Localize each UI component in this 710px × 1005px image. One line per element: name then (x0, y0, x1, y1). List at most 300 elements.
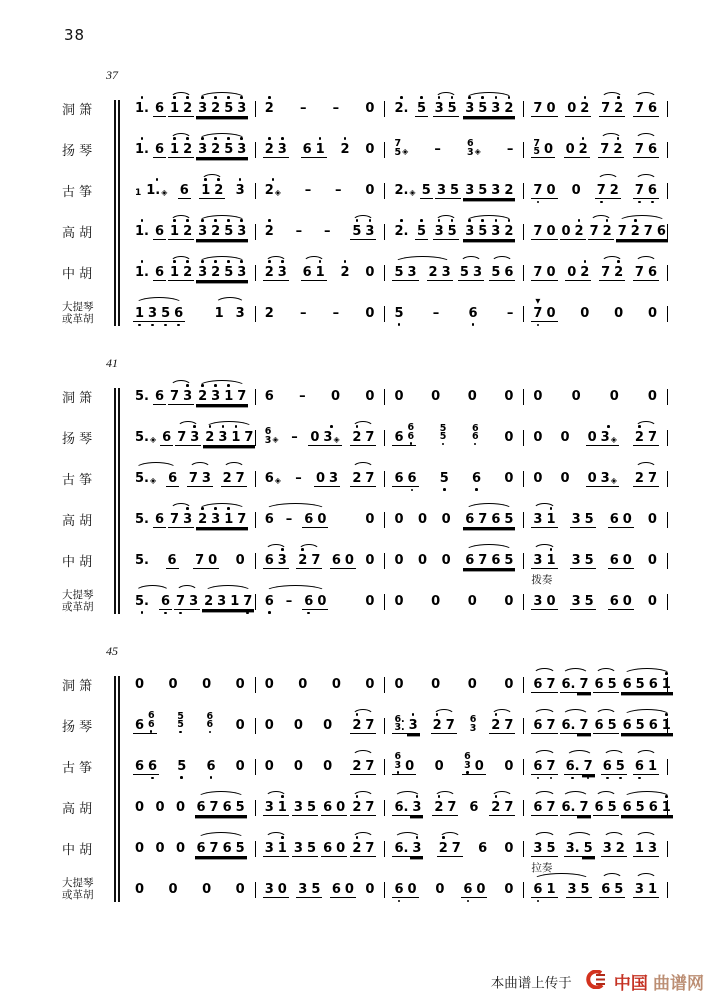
octave-dot (281, 795, 284, 798)
note-number: 0 (431, 677, 441, 692)
note-number: 6 (656, 223, 666, 239)
note (297, 381, 308, 412)
note-number: 3 (436, 182, 446, 198)
note-number: 7 (447, 799, 457, 815)
note-number: 5 (439, 471, 449, 486)
measure (126, 422, 255, 454)
note-group (502, 874, 515, 905)
note (292, 833, 305, 865)
note-number: 6 (533, 717, 543, 733)
note (489, 257, 502, 289)
note-group (433, 874, 446, 905)
measure (126, 298, 255, 330)
note-group (174, 792, 187, 823)
note (293, 463, 304, 494)
barline (667, 841, 668, 857)
note-number: 0 (235, 882, 245, 897)
note (363, 710, 376, 742)
octave-dot (606, 219, 609, 222)
octave-dot-above (617, 93, 620, 99)
note-group (363, 874, 376, 905)
note-body (168, 140, 181, 158)
note (331, 93, 342, 124)
note (466, 669, 479, 700)
note-body (144, 181, 169, 198)
note-group (467, 298, 480, 329)
note (209, 216, 222, 248)
note-number: 5. (135, 594, 149, 609)
octave-dot-above (209, 422, 212, 428)
note (467, 792, 480, 823)
note-body (621, 798, 634, 816)
note-number: 0 (647, 594, 657, 609)
note-body (321, 798, 334, 816)
note-body (234, 551, 247, 568)
note-group (204, 751, 217, 782)
note-group (263, 216, 276, 247)
note (133, 134, 151, 165)
note-number: 6 (468, 306, 478, 321)
note (438, 463, 451, 494)
note-number: 3 (491, 100, 501, 116)
instrument-row (62, 573, 668, 622)
note (263, 422, 281, 453)
octave-dot (411, 489, 414, 492)
measure (126, 792, 255, 824)
note (221, 792, 234, 824)
note-body (531, 304, 544, 322)
octave-dot (356, 713, 359, 716)
note-group (392, 669, 405, 700)
octave-dot (472, 323, 475, 326)
note-number: 7 (235, 470, 245, 486)
note-group (564, 134, 590, 166)
octave-dot-below (467, 898, 470, 906)
note (153, 216, 166, 248)
note-group (463, 216, 515, 248)
note (234, 669, 247, 700)
octave-dot-above (508, 93, 511, 99)
note-body (476, 99, 489, 117)
note-body (200, 469, 213, 487)
note-number: 1 (230, 593, 240, 609)
note-group (586, 463, 619, 495)
note-group (392, 134, 410, 165)
note-body (160, 428, 173, 446)
note-number: 1 (224, 511, 234, 527)
note (235, 216, 248, 248)
note-number: 7 (647, 470, 657, 486)
note-number: 0 (546, 305, 556, 321)
note-group (392, 298, 405, 329)
note (599, 874, 612, 906)
note-number: 5 (607, 799, 617, 815)
note-number: 0 (365, 553, 375, 568)
note-body (593, 675, 606, 693)
note (193, 545, 206, 577)
note-body (629, 222, 642, 240)
note (234, 751, 247, 782)
note (564, 833, 582, 865)
note-group (531, 93, 557, 125)
note-body (343, 880, 356, 898)
note-number: 3 (491, 223, 501, 239)
note-body (292, 757, 305, 774)
note-body (601, 757, 614, 775)
note (133, 751, 146, 783)
note-body (363, 222, 376, 240)
note-body (431, 304, 442, 321)
note-body (167, 675, 180, 692)
measure (385, 257, 523, 289)
note (222, 216, 235, 248)
note-body (263, 263, 276, 281)
note-number: 5 (311, 881, 321, 897)
note (276, 874, 289, 906)
note-body (204, 757, 217, 774)
note-body (593, 716, 606, 734)
octave-dot (397, 771, 399, 773)
note-group (502, 381, 515, 412)
note (599, 463, 619, 495)
note (392, 792, 410, 824)
note (502, 463, 515, 494)
note-group (531, 861, 591, 906)
note-number: 5 (306, 799, 317, 815)
note (343, 874, 356, 906)
octave-dot-above (186, 216, 189, 222)
note (263, 751, 276, 782)
note-number: 0 (168, 882, 178, 897)
note-body (432, 140, 443, 157)
note-body (392, 675, 405, 692)
octave-dot (481, 96, 484, 99)
note (560, 669, 578, 701)
measure (524, 463, 667, 495)
note (429, 586, 442, 617)
note-body (433, 99, 446, 117)
note-group (174, 586, 200, 618)
note-number: 1 (661, 799, 671, 815)
note-number: 1. (135, 265, 149, 280)
note (606, 669, 619, 701)
note (634, 669, 647, 701)
note-body (216, 428, 229, 446)
note-body (583, 510, 596, 528)
note-number: 7 (546, 758, 556, 774)
measure (256, 710, 385, 742)
note-body (429, 592, 442, 609)
note-body (633, 181, 646, 199)
note-number: 0 (365, 101, 375, 116)
measure (524, 216, 667, 248)
note-number: 3 (571, 511, 581, 527)
note-body (633, 263, 646, 281)
note-body (133, 798, 146, 815)
note-body (599, 469, 619, 487)
note-body (573, 222, 586, 240)
note (133, 422, 158, 453)
note-number: 2 (204, 593, 214, 609)
note (181, 134, 194, 166)
note (559, 463, 572, 494)
note (566, 874, 579, 906)
measure (385, 545, 523, 577)
octave-dot (179, 731, 181, 733)
note-number: 1 (277, 799, 287, 815)
measure (524, 175, 667, 207)
note (531, 751, 544, 783)
note-body (314, 469, 327, 487)
note-group (263, 257, 289, 289)
note (473, 751, 486, 783)
note-number: 3 (533, 593, 543, 609)
note-body (634, 675, 647, 693)
note (560, 792, 578, 824)
note (392, 751, 403, 783)
note-body (294, 222, 305, 239)
note-group (263, 298, 276, 329)
note-body (471, 263, 484, 281)
note-number: 1. (146, 183, 161, 198)
note (458, 257, 471, 289)
note-body (209, 140, 222, 158)
note (582, 833, 595, 865)
octave-dot-below (537, 898, 540, 906)
note-group (154, 833, 167, 864)
octave-dot (495, 219, 498, 222)
note-group (489, 792, 515, 824)
note-number: 6 (331, 881, 341, 897)
note-group (296, 545, 322, 577)
note-body (133, 716, 146, 734)
note-number: 3 (277, 141, 287, 157)
note-body (363, 181, 376, 198)
note (168, 504, 181, 536)
note (629, 216, 642, 248)
note-body (646, 592, 659, 609)
note-group (392, 381, 405, 412)
octave-dot-above (438, 792, 441, 798)
note-group (187, 463, 213, 495)
note-body (350, 469, 363, 487)
note (531, 463, 544, 494)
note (586, 422, 599, 454)
note (133, 93, 151, 124)
note (187, 586, 200, 618)
note (315, 586, 328, 618)
note-body (133, 140, 151, 157)
note-group (133, 504, 151, 535)
chord-top: 6 (407, 422, 415, 434)
note-body (633, 99, 646, 117)
note-group (468, 710, 479, 741)
note-group (531, 257, 557, 289)
note-body (221, 469, 234, 487)
note-group (221, 463, 247, 495)
note-number: 0 (546, 100, 556, 116)
note-body (502, 675, 515, 692)
barline (667, 553, 668, 569)
note (363, 504, 376, 535)
chord (467, 140, 474, 157)
note-body (321, 839, 334, 857)
note (573, 216, 586, 248)
octave-dot-above (173, 93, 176, 99)
note-body (560, 798, 578, 816)
note-group (133, 545, 151, 576)
note (476, 216, 489, 248)
chord (464, 753, 471, 773)
note-group (297, 381, 308, 412)
octave-dot-below (475, 486, 478, 494)
octave-dot (268, 611, 271, 614)
note-number: 2 (205, 429, 215, 445)
note-body (363, 99, 376, 116)
note-number: 7 (533, 264, 543, 280)
note-number: 3 (189, 593, 199, 609)
note-group (601, 833, 627, 865)
octave-dot-above (369, 216, 372, 222)
note-group (599, 257, 625, 289)
note-number: 2 (222, 470, 232, 486)
note-number: 2 (634, 470, 644, 486)
note-body (334, 798, 347, 816)
note-number: 3 (533, 552, 543, 568)
octave-dot-above (214, 381, 217, 387)
note-body (647, 716, 660, 734)
barline (667, 306, 668, 322)
note-body (416, 551, 429, 568)
note-body (309, 880, 322, 898)
note (235, 381, 248, 413)
note (363, 545, 376, 576)
note (570, 586, 583, 618)
note-number: 0 (567, 100, 577, 116)
instrument-label-line: 大提琴 (62, 877, 94, 889)
note-group (292, 710, 305, 741)
note (200, 874, 213, 905)
note-number: 6 (154, 388, 165, 404)
note (363, 175, 376, 206)
note-number: 3 (571, 552, 581, 568)
note-body (195, 798, 208, 816)
note (599, 93, 612, 125)
music-line (126, 861, 668, 910)
note-group (633, 175, 659, 207)
note (601, 751, 614, 783)
note-number: 0 (587, 470, 597, 486)
note (363, 874, 376, 905)
note (471, 257, 484, 289)
note-body (222, 140, 235, 158)
octave-dot (201, 384, 204, 387)
octave-dot (227, 384, 230, 387)
note-group (476, 833, 489, 864)
note (330, 874, 343, 906)
note-body (577, 716, 590, 734)
note-body (621, 716, 634, 734)
note-body (542, 140, 555, 158)
note-body (446, 99, 459, 117)
note (577, 134, 590, 166)
note-number: 3 (235, 183, 245, 198)
octave-dot (209, 425, 212, 428)
note-body (263, 428, 281, 445)
note-body (476, 181, 489, 199)
note-body (263, 592, 276, 609)
note-group (612, 298, 625, 329)
note-group (234, 545, 247, 576)
note (350, 422, 363, 454)
octave-dot-above (227, 216, 230, 222)
note-number: 0 (298, 677, 308, 692)
note-number: 6 (264, 512, 274, 527)
note (531, 586, 544, 618)
octave-dot (451, 96, 454, 99)
note (181, 93, 194, 125)
note-number: 5 (615, 758, 625, 774)
octave-dot (619, 777, 622, 780)
note-body (544, 592, 557, 610)
note-number: 3 (465, 182, 475, 198)
note-number: 1 (135, 305, 145, 321)
note-body (203, 428, 216, 446)
measure (126, 504, 255, 536)
note (544, 751, 557, 783)
note-body (586, 428, 599, 446)
note (544, 710, 557, 742)
note-group (133, 216, 151, 247)
note-group (531, 792, 557, 824)
note-number: 0 (208, 552, 218, 568)
note-group (570, 381, 583, 412)
note-body (450, 839, 463, 857)
note (200, 669, 213, 700)
note-body (531, 675, 544, 693)
measure (126, 669, 255, 700)
note-group (502, 669, 515, 700)
footer-upload-text: 本曲谱上传于 (490, 975, 572, 992)
octave-dot (416, 836, 419, 839)
measure (256, 175, 385, 206)
note-group (153, 134, 166, 166)
note-number: 0 (331, 677, 341, 692)
note (416, 504, 429, 535)
note-group (293, 463, 304, 494)
chord (394, 140, 401, 157)
octave-dot-below (179, 610, 182, 618)
note (133, 257, 151, 288)
note (331, 298, 342, 329)
chord (439, 422, 447, 445)
octave-dot (227, 219, 230, 222)
note-group (608, 586, 634, 618)
note-body (420, 181, 433, 199)
note-group (330, 545, 356, 577)
tremolo-icon: ◈ (610, 434, 617, 444)
note (343, 545, 356, 577)
note-body (195, 839, 208, 857)
note-body (174, 592, 187, 610)
note-number: 5 (635, 676, 645, 692)
note (178, 175, 191, 207)
note-body (448, 181, 461, 199)
note-body (633, 469, 646, 487)
technique-annotation: 拉奏 (531, 861, 553, 874)
note (392, 874, 405, 906)
instrument-row (62, 88, 668, 129)
